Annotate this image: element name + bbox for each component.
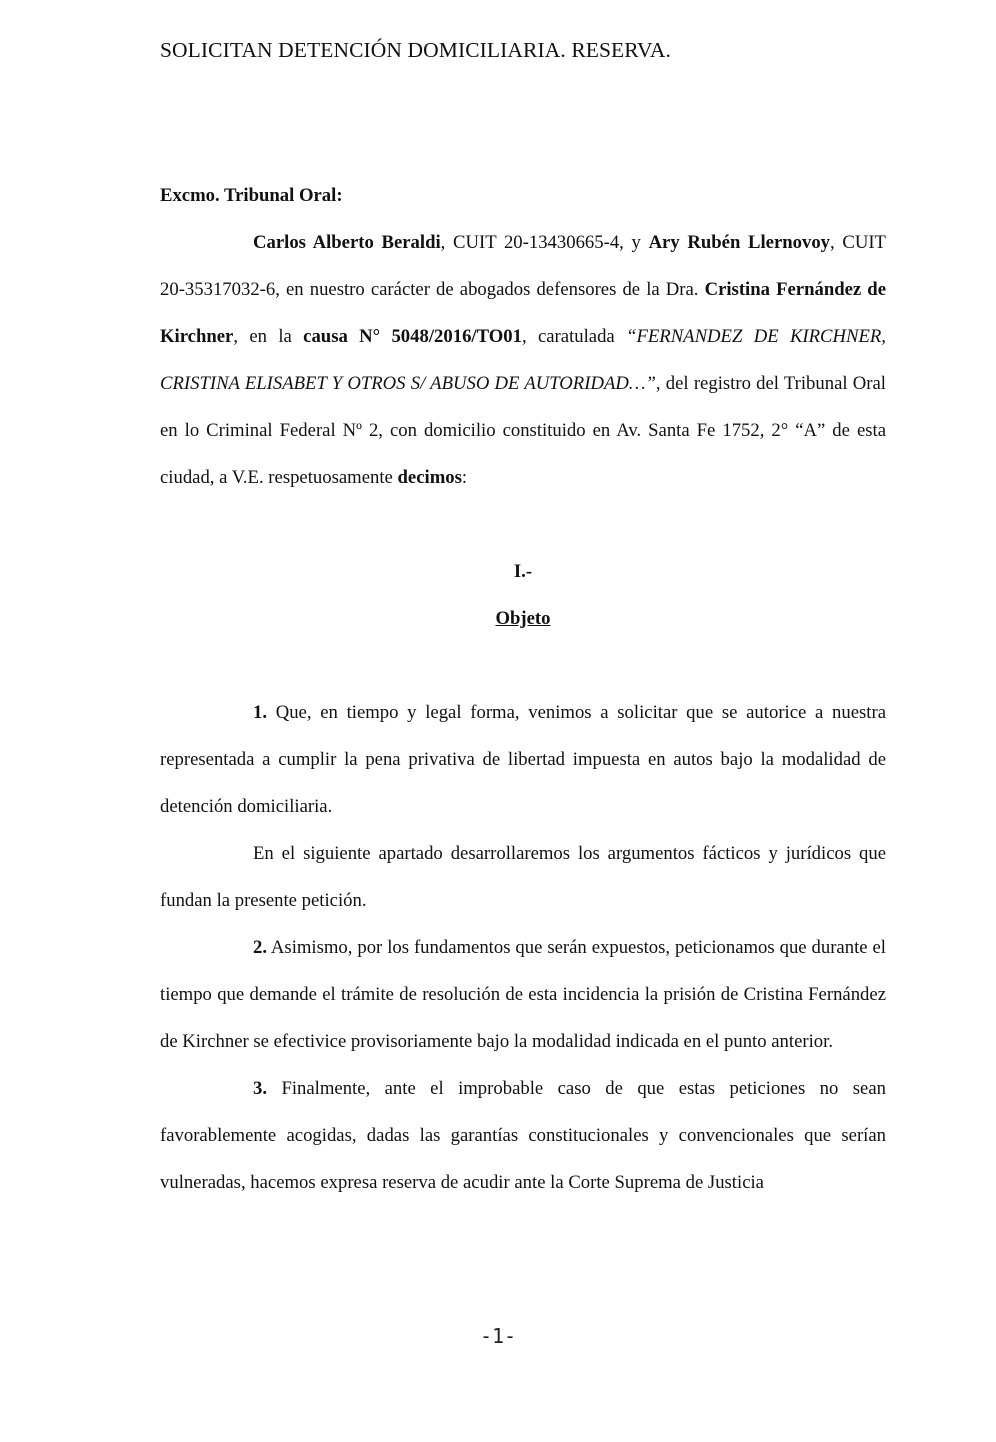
paragraph-text: En el siguiente apartado desarrollaremos los argumentos fácticos y jurídicos que fundan la presente petición. [160,843,886,911]
intro-verb: decimos [397,467,462,488]
paragraph-3 [160,1065,886,1206]
intro-text-2: , CUIT 20-35317032-6, en nuestro carácter de abogados defensores de la Dra. [160,232,886,300]
spacer [160,501,886,548]
case-title: “FERNANDEZ DE KIRCHNER, CRISTINA ELISABET Y OTROS S/ ABUSO DE AUTORIDAD…” [160,326,886,394]
section-title: Objeto [495,608,551,629]
intro-text-5: , del registro del Tribunal Oral en lo Criminal Federal Nº 2, con domicilio constituido en Av. Santa Fe 1752, 2° “A” de esta ciudad, a V.E. respetuosamente [160,373,886,488]
lawyer-name-2: Ary Rubén Llernovoy [648,232,831,253]
intro-text-3: , en la [233,326,304,347]
lawyer-name-1: Carlos Alberto Beraldi [253,232,441,253]
paragraph-number: 1. [253,702,268,723]
paragraph-text: Que, en tiempo y legal forma, venimos a solicitar que se autorice a nuestra representada a cumplir la pena privativa de libertad impuesta en autos bajo la modalidad de detención domiciliaria. [160,702,886,817]
section-number: I.- [513,561,533,582]
paragraph-text: Asimismo, por los fundamentos que serán expuestos, peticionamos que durante el tiempo que demande el trámite de resolución de esta incidencia la prisión de Cristina Fernández de Kirchner se efectivice provisoriamente bajo la modalidad indicada en el punto anterior. [160,937,886,1052]
intro-text-1: , CUIT 20-13430665-4, y [440,232,649,253]
intro-paragraph [160,219,886,501]
paragraph-2 [160,924,886,1065]
document-header-title: SOLICITAN DETENCIÓN DOMICILIARIA. RESERVA. [160,38,671,62]
intro-text-4: , caratulada [521,326,627,347]
case-number: causa N° 5048/2016/TO01 [303,326,522,347]
spacer [160,642,886,689]
paragraph-1 [160,689,886,830]
paragraph-number: 3. [253,1078,268,1099]
addressee: Excmo. Tribunal Oral: [160,185,343,206]
paragraph-number: 2. [253,937,268,958]
paragraph-1b [160,830,886,924]
page-number: -1- [479,1324,517,1348]
client-name: Cristina Fernández de Kirchner [160,279,886,347]
paragraph-text: Finalmente, ante el improbable caso de que estas peticiones no sean favorablemente acogidas, dadas las garantías constitucionales y convencionales que serían vulneradas, hacemos expresa reserva de acudir ante la Corte Suprema de Justicia [160,1078,886,1193]
intro-text-6: : [461,467,468,488]
document-body [160,172,886,1206]
